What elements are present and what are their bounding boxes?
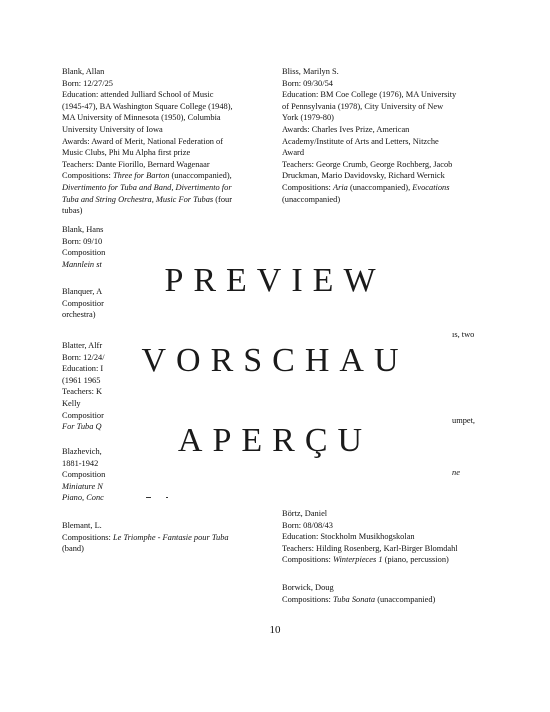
composition-note: (unaccompanied), [347,182,413,192]
composition-title-text: Piano, Conc [62,493,104,503]
entry-compositions [282,594,435,606]
composition-title-text: Miniature N [62,481,103,491]
watermark-vorschau: VORSCHAU [141,342,409,379]
composition-title: Divertimento for Tuba and Band, Divertimento for [62,182,232,192]
entry-education: Education: I [62,364,104,374]
entry-compositions [62,532,229,544]
entry-borwick [282,582,435,605]
entry-born: Born: 12/24/ [62,352,105,362]
entry-education: MA University of Minnesota (1950), Columbia [62,113,221,123]
composition-title-text: Mannlein st [62,259,102,269]
entry-compositions: (band) [62,544,84,554]
compositions-label: Compositions: [62,532,113,542]
composition-title: Evocations [412,182,450,192]
entry-education: York (1979-80) [282,113,334,123]
entry-compositions: (unaccompanied) [282,194,341,204]
entry-born: Born: 08/08/43 [282,520,333,530]
stray-mark [146,497,151,498]
entry-born: Born: 12/27/25 [62,78,113,88]
compositions-label: Compositions: [282,555,333,565]
composition-note: (unaccompanied) [375,594,436,604]
entry-education: University University of Iowa [62,124,163,134]
text-fragment: umpet, [452,416,476,425]
entry-years: 1881-1942 [62,458,99,468]
text-fragment: ne [452,468,460,477]
composition-title: Three for Barton [112,171,170,181]
entry-teachers: Teachers: George Crumb, George Rochberg, Jacob [282,159,453,169]
entry-teachers: Teachers: Dante Fiorillo, Bernard Wagenaar [62,159,210,169]
entry-name: Bliss, Marilyn S. [282,67,339,76]
entry-education: Education: Stockholm Musikhogskolan [282,532,415,542]
entry-name: Blank, Hans [62,225,104,234]
stray-mark [166,497,168,498]
entry-teachers: Druckman, Mario Davidovsky, Richard Wernick [282,171,445,181]
composition-title-text: For Tuba Q [62,422,102,432]
entry-compositions: Compositior [62,298,104,308]
entry-teachers: Kelly [62,398,81,408]
entry-compositions: Composition [62,470,106,480]
text-fragment: ıs, two [452,330,475,339]
composition-title: Tuba and String Orchestra, Music For Tubas [62,194,214,204]
entry-compositions: Compositior [62,410,104,420]
entry-awards: Awards: Charles Ives Prize, American [282,124,410,134]
composition-note: (four [213,194,232,204]
composition-title: Le Triomphe - Fantasie pour Tuba [112,532,229,542]
composition-title: Aria [332,182,348,192]
entry-awards: Music Clubs, Phi Mu Alpha first prize [62,148,191,158]
composition-title: Winterpieces 1 [332,555,383,565]
entry-education: Education: BM Coe College (1976), MA University [282,90,457,100]
entry-name: Blanquer, A [62,287,103,296]
entry-compositions [282,182,456,194]
entry-teachers: Teachers: Hilding Rosenberg, Karl-Birger Blomdahl [282,543,458,553]
entry-awards: Awards: Award of Merit, National Federation of [62,136,224,146]
watermark-preview: PREVIEW [164,262,386,299]
entry-education: of Pennsylvania (1978), City University of New [282,101,444,111]
entry-name: Borwick, Doug [282,583,334,592]
compositions-label: Compositions: [62,171,113,181]
entry-name: Blatter, Alfr [62,341,103,350]
entry-compositions [62,170,233,182]
entry-education: (1961 1965 [62,375,101,385]
entry-compositions: orchestra) [62,310,96,320]
entry-education: Education: attended Julliard School of Music [62,90,214,100]
entry-compositions: tubas) [62,206,83,216]
page-number: 10 [269,624,281,636]
entry-bortz [282,508,458,566]
entry-name: Blank, Allan [62,67,105,76]
entry-born: Born: 09/30/54 [282,78,333,88]
composition-note: (unaccompanied), [169,171,232,181]
composition-note: (piano, percussion) [382,555,449,565]
entry-teachers: Teachers: K [62,387,103,397]
entry-compositions [62,182,233,194]
compositions-label: Compositions: [282,182,333,192]
composition-title [62,492,105,504]
watermark-apercu: APERÇU [177,422,373,459]
composition-title [62,481,105,493]
entry-bliss [282,66,456,205]
entry-awards: Award [282,148,305,158]
entry-blemant [62,520,229,555]
entry-name: Blemant, L. [62,521,102,530]
entry-name: Blazhevich, [62,447,102,456]
entry-born: Born: 09/10 [62,236,103,246]
composition-title: Tuba Sonata [332,594,376,604]
entry-name: Börtz, Daniel [282,509,328,518]
compositions-label: Compositions: [282,594,333,604]
entry-blank-allan [62,66,233,217]
entry-compositions [62,194,233,206]
entry-compositions: Composition [62,248,106,258]
entry-compositions [282,554,458,566]
entry-education: (1945-47), BA Washington Square College (1948), [62,101,233,111]
entry-awards: Academy/Institute of Arts and Letters, Nitzche [282,136,439,146]
